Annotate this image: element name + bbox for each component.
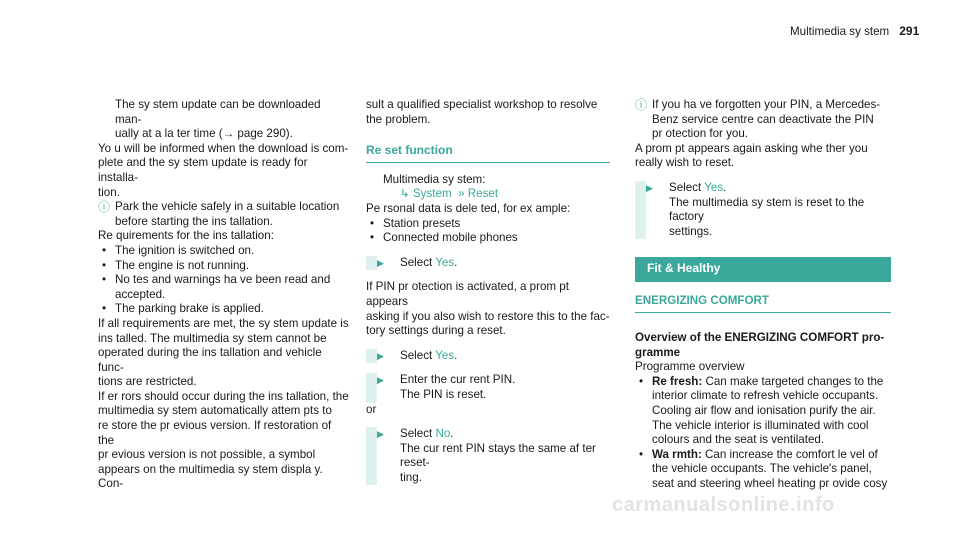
overview-intro: Programme overview [635,360,745,374]
menu-label: Multimedia sy stem: [383,172,486,186]
paragraph-consult: sult a qualified specialist workshop to resolve the problem. [366,98,598,126]
note-park-vehicle [98,200,350,229]
paragraph-informed [98,142,350,200]
menu-chevron-icon: » [454,187,465,201]
text-line: tion. [98,185,120,199]
page-header [790,24,919,40]
menu-path [383,187,610,202]
text-line: ually at a la ter time (→ page 290). [115,127,293,141]
list-item: • Wa rmth: Can increase the comfort le vel of the vehicle occupants. The vehicle's panel, seat and steering wheel heating pr ovide cosy [635,448,891,492]
text-line: Park the vehicle safely in a suitable location [115,200,340,214]
list-item: • Station presets [366,217,610,232]
menu-item-reset: Reset [467,187,499,201]
info-icon: ⓘ [98,200,111,215]
step-arrow-icon: ▶ [377,350,384,361]
list-item: • The ignition is switched on. [98,244,350,259]
overview-title: Overview of the ENERGIZING COMFORT pro‐ gramme [635,330,885,359]
step-arrow-icon: ▶ [646,182,653,193]
list-item: • Connected mobile phones [366,231,610,246]
header-section: Multimedia sy stem [790,25,890,38]
step-enter-pin: ▶ Enter the cur rent PIN. The PIN is reset. [366,373,610,402]
step-select-yes-2: ▶ Select Yes. [366,349,610,364]
paragraph-pin-protection: If PIN pr otection is activated, a prom pt appears asking if you also wish to restore this to the fac‐ tory settings during a reset. [366,280,610,338]
list-item: • Re fresh: Can make targeted changes to the interior climate to refresh vehicle occupants. Cooling air flow and ionisation purify the air. The vehicle interior is illuminated with cool colours and the seat is ventilated. [635,375,891,448]
step-select-no: ▶ Select No. The cur rent PIN stays the same af ter reset‐ ting. [366,427,610,485]
text-line: The sy stem update can be downloaded man‐ [115,98,321,126]
paragraph-prompt-again: A prom pt appears again asking whe ther you really wish to reset. [635,141,868,170]
requirements-heading: Re quirements for the ins tallation: [98,229,274,243]
list-item: • No tes and warnings ha ve been read and accepted. [98,273,350,302]
menu-item-system: System [412,187,452,201]
paragraph-errors: If er rors should occur during the ins tallation, the multimedia sy stem automatically attem pts to re store the pr evious version. If restoration of the pr evious version is not possible, a symbol appears on the multimedia sy stem displa y. Con‐ [98,389,349,491]
column-3 [635,98,891,491]
step-arrow-icon: ▶ [377,375,384,386]
step-arrow-icon: ▶ [377,429,384,440]
personal-data-text: Pe rsonal data is dele ted, for ex ample: [366,201,571,215]
list-item: • The parking brake is applied. [98,302,350,317]
or-text: or [366,402,377,416]
menu-return-icon: ↳ [400,187,410,201]
menu-block [366,173,610,202]
section-heading-reset: Re set function [366,143,610,163]
step-select-yes-3: ▶ Select Yes. The multimedia sy stem is reset to the factory settings. [635,181,891,239]
step-arrow-icon: ▶ [377,257,384,268]
note-forgotten-pin: ⓘ If you ha ve forgotten your PIN, a Mercedes- Benz service centre can deactivate the PIN pr otection for you. [635,98,881,141]
paragraph-download-later [98,98,350,142]
column-2 [366,98,610,485]
watermark: carmanualsonline.info [612,494,835,516]
section-banner-fit-healthy: Fit & Healthy [635,257,891,282]
text-line: Yo u will be informed when the download is com‐ [98,141,349,155]
info-icon: ⓘ [635,98,648,112]
step-select-yes: ▶ Select Yes. [366,256,610,271]
list-item: • The engine is not running. [98,259,350,274]
subheading-energizing-comfort: ENERGIZING COMFORT [635,282,891,313]
column-1 [98,98,350,492]
text-line: before starting the ins tallation. [115,214,273,228]
paragraph-requirements-met: If all requirements are met, the sy stem update is ins talled. The multimedia sy stem cannot be operated during the ins tallation and vehicle func‐ tions are restricted. [98,316,349,389]
text-line: plete and the sy stem update is ready for installa‐ [98,156,308,184]
page-number: 291 [899,24,920,38]
